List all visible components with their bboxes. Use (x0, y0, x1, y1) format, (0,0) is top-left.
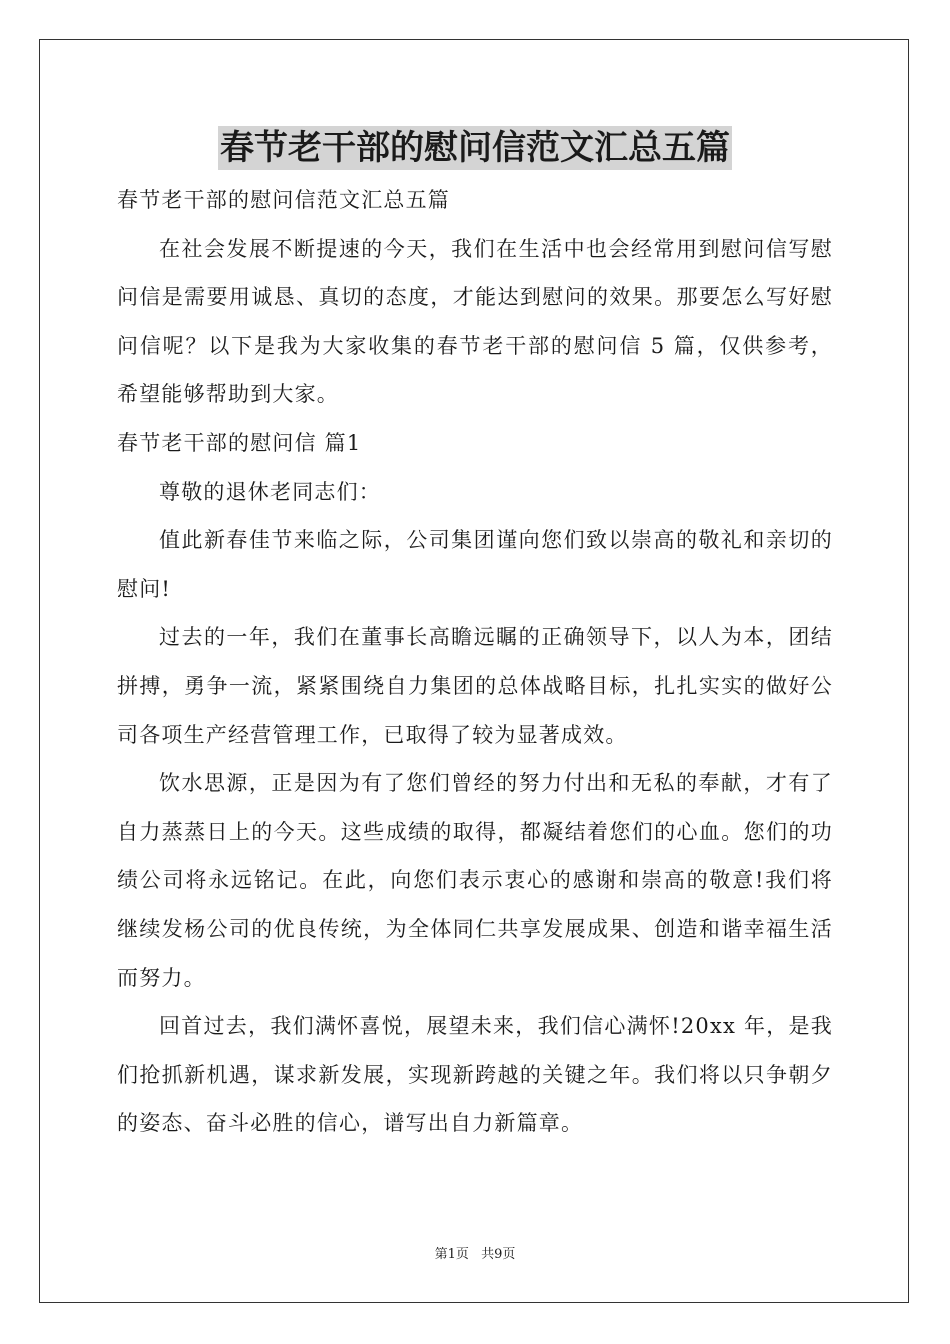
section-heading: 春节老干部的慰问信 篇1 (117, 430, 362, 455)
page-number-total: 共9页 (481, 1247, 516, 1262)
page-number-current: 第1页 (434, 1247, 469, 1262)
salutation: 尊敬的退休老同志们： (159, 479, 381, 504)
body-paragraph: 值此新春佳节来临之际，公司集团谨向您们致以崇高的敬礼和亲切的慰问! (117, 528, 833, 601)
intro-paragraph: 在社会发展不断提速的今天，我们在生活中也会经常用到慰问信写慰问信是需要用诚恳、真切的态度，才能达到慰问的效果。那要怎么写好慰问信呢？以下是我为大家收集的春节老干部的慰问信 5 篇，仅供参考，希望能够帮助到大家。 (117, 236, 833, 407)
document-title-text: 春节老干部的慰问信范文汇总五篇 (220, 128, 730, 168)
document-subtitle: 春节老干部的慰问信范文汇总五篇 (117, 188, 450, 212)
body-paragraph: 回首过去，我们满怀喜悦，展望未来，我们信心满怀!20xx 年，是我们抢抓新机遇，谋求新发展，实现新跨越的关键之年。我们将以只争朝夕的姿态、奋斗必胜的信心，谱写出自力新篇章。 (117, 1014, 833, 1136)
body-paragraph: 饮水思源，正是因为有了您们曾经的努力付出和无私的奉献，才有了自力蒸蒸日上的今天。这些成绩的取得，都凝结着您们的心血。您们的功绩公司将永远铭记。在此，向您们表示衷心的感谢和崇高的敬意!我们将继续发杨公司的优良传统，为全体同仁共享发展成果、创造和谐幸福生活而努力。 (117, 771, 833, 990)
page-footer (0, 1246, 950, 1264)
document-body (117, 176, 833, 1148)
body-paragraph: 过去的一年，我们在董事长高瞻远瞩的正确领导下，以人为本，团结拼搏，勇争一流，紧紧围绕自力集团的总体战略目标，扎扎实实的做好公司各项生产经营管理工作，已取得了较为显著成效。 (117, 625, 833, 747)
document-title (0, 126, 950, 170)
